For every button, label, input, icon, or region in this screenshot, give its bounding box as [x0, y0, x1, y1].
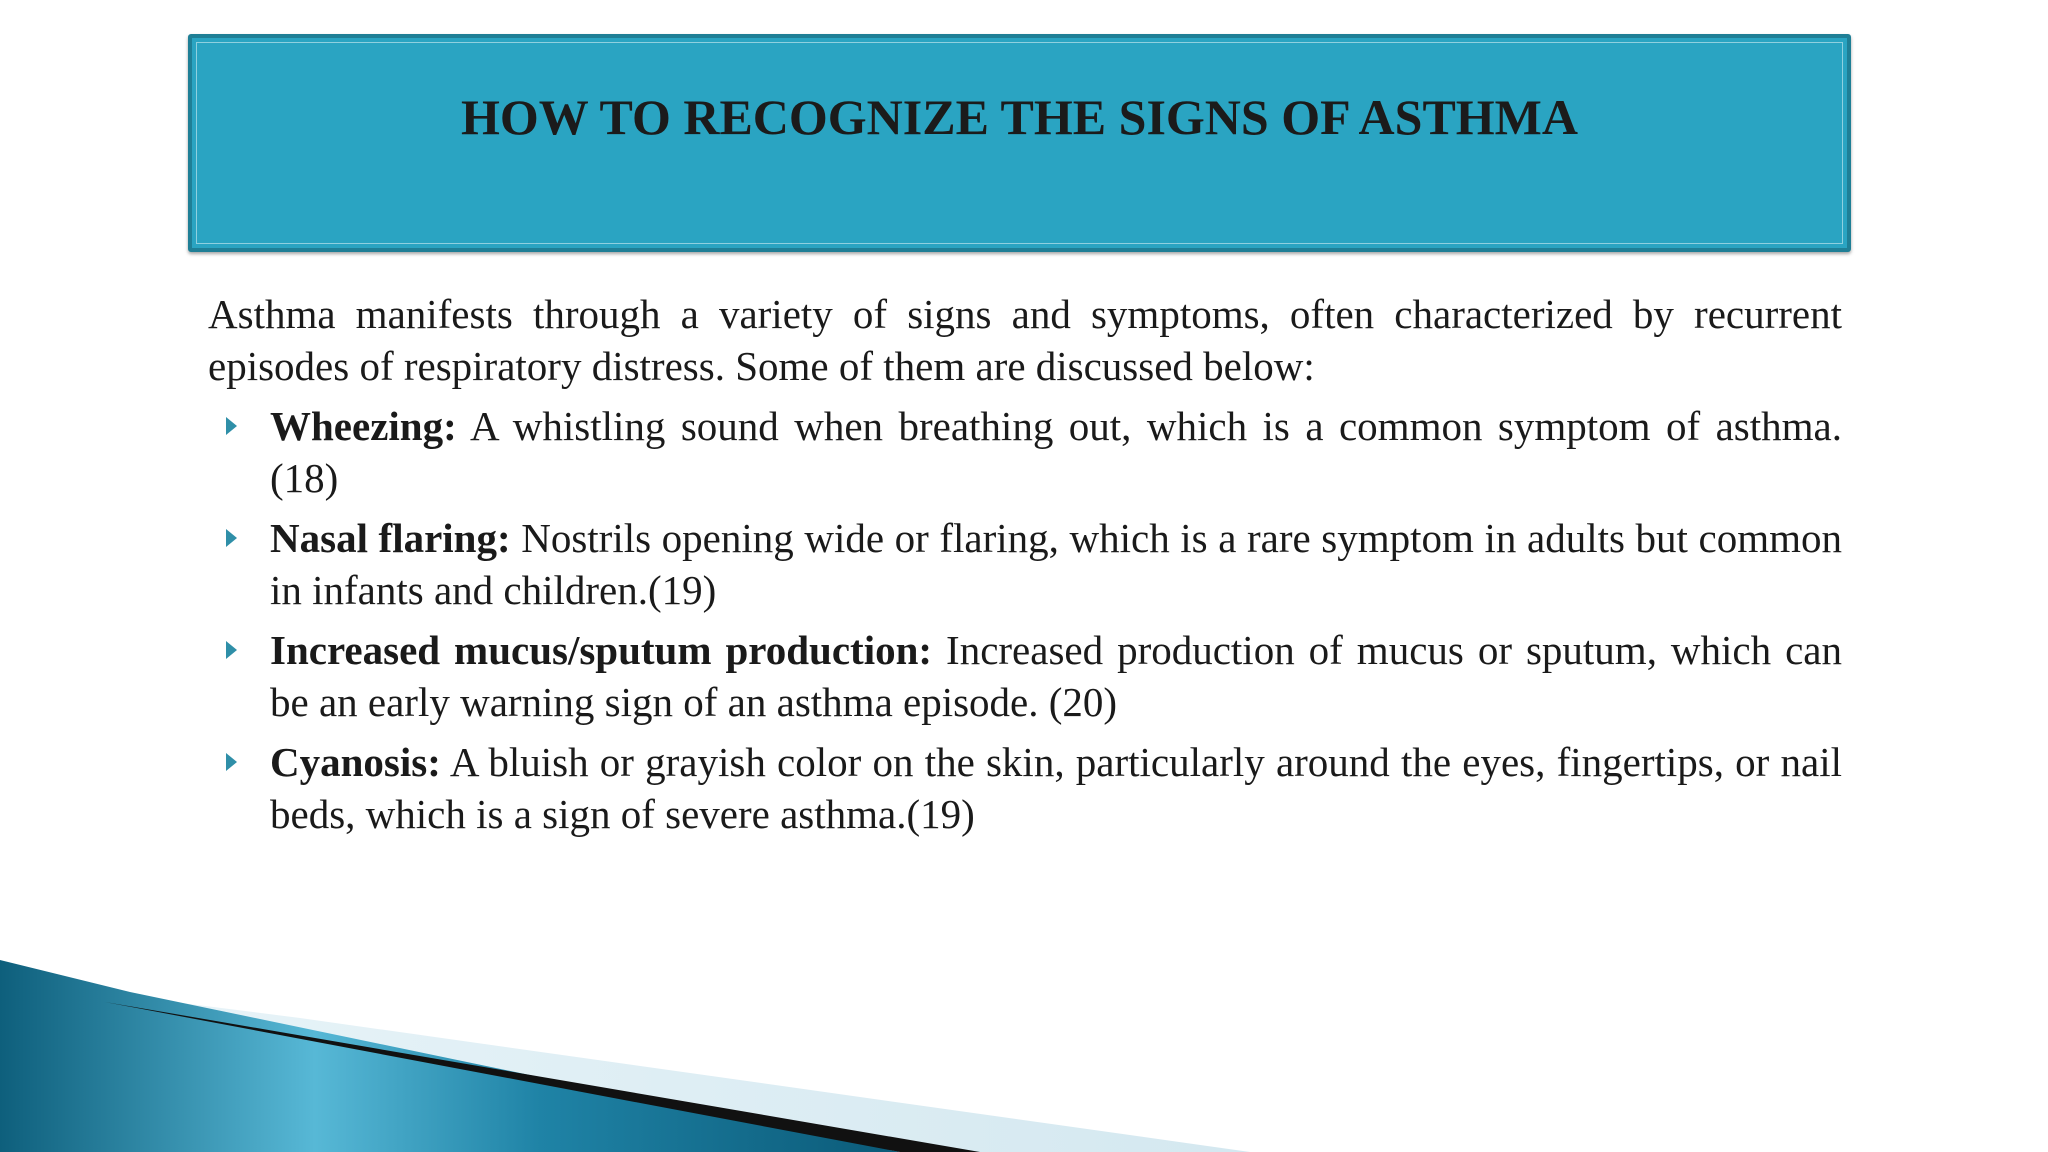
title-bar [188, 34, 1851, 252]
bullet-term: Nasal flaring: [270, 515, 511, 561]
bullet-term: Increased mucus/sputum production: [270, 627, 933, 673]
slide-title: HOW TO RECOGNIZE THE SIGNS OF ASTHMA [461, 89, 1578, 145]
bullet-term: Wheezing: [270, 403, 457, 449]
list-item [208, 736, 1842, 840]
list-item [208, 400, 1842, 504]
slide-content [208, 288, 1842, 848]
triangle-right-icon [226, 753, 237, 771]
bullet-text: Nostrils opening wide or flaring, which is a rare symptom in adults but common in infants and children.(19) [270, 515, 1842, 613]
list-item [208, 512, 1842, 616]
triangle-right-icon [226, 529, 237, 547]
bullet-text: A bluish or grayish color on the skin, particularly around the eyes, fingertips, or nail beds, which is a sign of severe asthma.(19) [270, 739, 1842, 837]
list-item [208, 624, 1842, 728]
footer-swoosh-decoration [0, 960, 2048, 1152]
intro-paragraph: Asthma manifests through a variety of signs and symptoms, often characterized by recurrent episodes of respiratory distress. Some of them are discussed below: [208, 291, 1842, 389]
triangle-right-icon [226, 641, 237, 659]
symptom-list [208, 400, 1842, 840]
triangle-right-icon [226, 417, 237, 435]
bullet-term: Cyanosis: [270, 739, 441, 785]
bullet-text: A whistling sound when breathing out, which is a common symptom of asthma.(18) [270, 403, 1842, 501]
bullet-text: Increased production of mucus or sputum, which can be an early warning sign of an asthma episode. (20) [270, 627, 1842, 725]
